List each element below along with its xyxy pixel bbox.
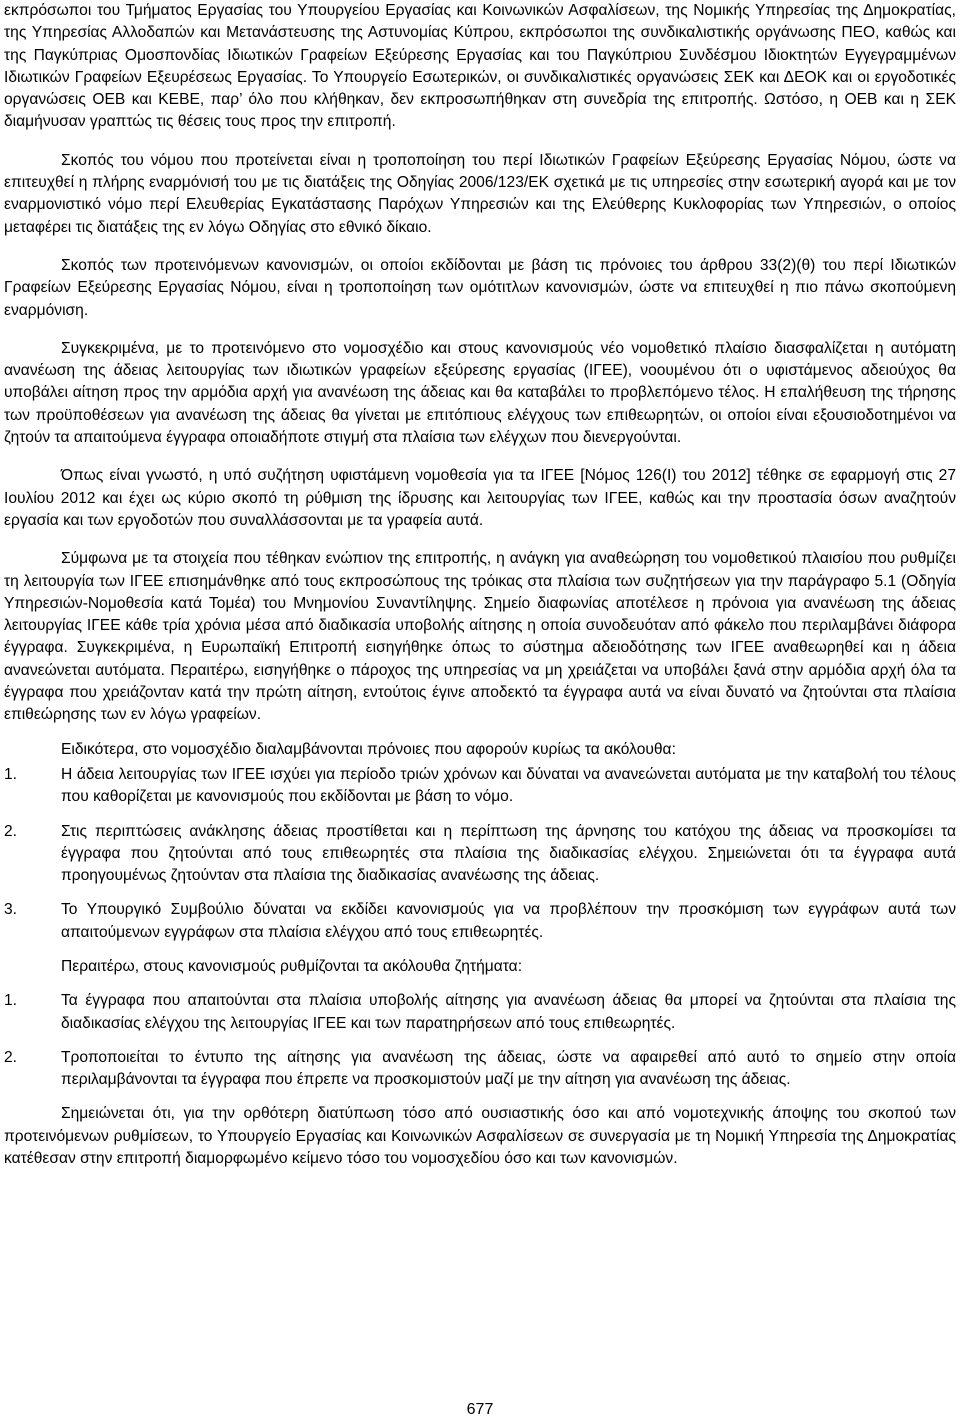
bill-item-text: Το Υπουργικό Συμβούλιο δύναται να εκδίδει κανονισμούς για να προβλέπουν την προσκόμιση των εγγράφων αυτά των απαιτούμενων εγγράφων στα πλαίσια ελέγχου από τους επιθεωρητές. [61, 901, 956, 941]
bill-item-number: 2. [4, 822, 18, 840]
regulation-item-number: 1. [4, 992, 18, 1010]
regulation-item-text: Τα έγγραφα που απαιτούνται στα πλαίσια υποβολής αίτησης για ανανέωση άδειας θα μπορεί να ζητούνται στα πλαίσια της διαδικασίας ελέγχου της λειτουργίας ΙΓΕΕ και των παρατηρήσεων από τους επιθεωρητές. [61, 992, 956, 1032]
regulation-item [4, 1047, 956, 1092]
paragraph-existing-law: Όπως είναι γνωστό, η υπό συζήτηση υφιστάμενη νομοθεσία για τα ΙΓΕΕ [Νόμος 126(Ι) του 2012] τέθηκε σε εφαρμογή στις 27 Ιουλίου 2012 και έχει ως κύριο σκοπό τη ρύθμιση της ίδρυσης και λειτουργίας των ΙΓΕΕ, καθώς και την προστασία όσων αναζητούν εργασία και των εργοδοτών που συναλλάσσονται με τα γραφεία αυτά. [4, 467, 956, 529]
bill-item-text: Στις περιπτώσεις ανάκλησης άδειας προστίθεται και η περίπτωση της άρνησης του κατόχου της άδειας να προσκομίσει τα έγγραφα που ζητούνται από τους επιθεωρητές στα πλαίσια της διαδικασίας ελέγχου. Σημειώνεται ότι τα έγγραφα αυτά προηγουμένως ζητούνταν στα πλαίσια της διαδικασίας ανανέωσης της άδειας. [61, 822, 956, 885]
document-page [4, 0, 956, 1170]
intro-paragraph: εκπρόσωποι του Τμήματος Εργασίας του Υπουργείου Εργασίας και Κοινωνικών Ασφαλίσεων, της Νομικής Υπηρεσίας της Δημοκρατίας, της Υπηρεσίας Αλλοδαπών και Μετανάστευσης της Αστυνομίας Κύπρου, εκπρόσωποι της συνδικαλιστικής οργάνωσης ΠΕΟ, καθώς και της Παγκύπριας Ομοσπονδίας Ιδιωτικών Γραφείων Εξεύρεσης Εργασίας και του Παγκύπριου Συνδέσμου Ιδιοκτητών Εγγεγραμμένων Ιδιωτικών Γραφείων Εξευρέσεως Εργασίας. Το Υπουργείο Εσωτερικών, οι συνδικαλιστικές οργανώσεις ΣΕΚ και ΔΕΟΚ και οι εργοδοτικές οργανώσεις ΟΕΒ και ΚΕΒΕ, παρ’ όλο που κλήθηκαν, δεν εκπροσωπήθηκαν στη συνεδρία της επιτροπής. Ωστόσο, η ΟΕΒ και η ΣΕΚ διαμήνυσαν γραπτώς τις θέσεις τους προς την επιτροπή. [4, 2, 956, 131]
bill-item [4, 764, 956, 809]
regulation-item-number: 2. [4, 1048, 18, 1066]
bill-item-text: Η άδεια λειτουργίας των ΙΓΕΕ ισχύει για περίοδο τριών χρόνων και δύναται να ανανεώνεται αυτόματα με την καταβολή του τέλους που καθορίζεται με κανονισμούς που εκδίδονται με βάση το νόμο. [61, 765, 956, 806]
page-number: 677 [466, 1401, 494, 1418]
bill-item-number: 3. [4, 901, 18, 919]
regulations-intro: Περαιτέρω, στους κανονισμούς ρυθμίζονται τα ακόλουθα ζητήματα: [61, 957, 523, 975]
paragraph-law-purpose: Σκοπός του νόμου που προτείνεται είναι η τροποποίηση του περί Ιδιωτικών Γραφείων Εξεύρεσης Εργασίας Νόμου, ώστε να επιτευχθεί η πλήρης εναρμόνισή του με τις διατάξεις της Οδηγίας 2006/123/ΕΚ σχετικά με τις υπηρεσίες στην εσωτερική αγορά και με τον εναρμονιστικό νόμο περί Ελευθερίας Εγκατάστασης Παρόχων Υπηρεσιών και της Ελεύθερης Κυκλοφορίας των Υπηρεσιών, ο οποίος μεταφέρει τις διατάξεις της εν λόγω Οδηγίας στο εθνικό δίκαιο. [4, 151, 956, 236]
paragraph-bill-provisions-intro: Ειδικότερα, στο νομοσχέδιο διαλαμβάνονται πρόνοιες που αφορούν κυρίως τα ακόλουθα: [61, 740, 676, 758]
paragraph-regulations-purpose: Σκοπός των προτεινόμενων κανονισμών, οι οποίοι εκδίδονται με βάση τις πρόνοιες του άρθρου 33(2)(θ) του περί Ιδιωτικών Γραφείων Εξεύρεσης Εργασίας Νόμου, είναι η τροποποίηση των ομότιτλων κανονισμών, ώστε να επιτευχθεί η πιο πάνω σκοπούμενη εναρμόνιση. [4, 256, 956, 319]
bill-item [4, 821, 956, 888]
closing-paragraph: Σημειώνεται ότι, για την ορθότερη διατύπωση τόσο από ουσιαστικής όσο και από νομοτεχνικής άποψης του σκοπού των προτεινόμενων ρυθμίσεων, το Υπουργείο Εργασίας και Κοινωνικών Ασφαλίσεων σε συνεργασία με τη Νομική Υπηρεσία της Δημοκρατίας κατέθεσαν στην επιτροπή διαμορφωμένο κείμενο τόσο του νομοσχεδίου όσο και των κανονισμών. [4, 1105, 956, 1168]
paragraph-specifics: Συγκεκριμένα, με το προτεινόμενο στο νομοσχέδιο και στους κανονισμούς νέο νομοθετικό πλαίσιο διασφαλίζεται η αυτόματη ανανέωση της άδειας λειτουργίας των ιδιωτικών γραφείων εξεύρεσης εργασίας (ΙΓΕΕ), νοουμένου ότι ο υφιστάμενος αδειούχος θα υποβάλει αίτηση προς την αρμόδια αρχή για ανανέωση της άδειας και θα καταβάλει το προβλεπόμενο τέλος. Η επαλήθευση της τήρησης των προϋποθέσεων για ανανέωση της άδειας θα γίνεται με επιτόπιους ελέγχους των επιθεωρητών, οι οποίοι είναι εξουσιοδοτημένοι να ζητούν τα απαιτούμενα έγγραφα οποιαδήποτε στιγμή στα πλαίσια των ελέγχων που διενεργούνται. [4, 339, 956, 447]
paragraph-committee-data: Σύμφωνα με τα στοιχεία που τέθηκαν ενώπιον της επιτροπής, η ανάγκη για αναθεώρηση του νομοθετικού πλαισίου που ρυθμίζει τη λειτουργία των ΙΓΕΕ επισημάνθηκε από τους εκπροσώπους της τρόικας στα πλαίσια των συζητήσεων για την παράγραφο 5.1 (Οδηγία Υπηρεσιών-Νομοθεσία κατά Τομέα) του Μνημονίου Συναντίληψης. Σημείο διαφωνίας αποτέλεσε η πρόνοια για ανανέωση της άδειας λειτουργίας ΙΓΕΕ κάθε τρία χρόνια μέσα από διαδικασία υποβολής αίτησης η οποία συνοδευόταν από φάκελο που περιλαμβάνει διάφορα έγγραφα. Συγκεκριμένα, η Ευρωπαϊκή Επιτροπή εισηγήθηκε όπως το σύστημα αδειοδότησης των ΙΓΕΕ αναθεωρηθεί και η άδεια ανανεώνεται αυτόματα. Περαιτέρω, εισηγήθηκε ο πάροχος της υπηρεσίας να μη χρειάζεται να υποβάλει ξανά στην αρμόδια αρχή όλα τα έγγραφα που χρειάζονταν κατά την πρώτη αίτηση, εντούτοις έγινε αποδεκτό τα έγγραφα αυτά να είναι δυνατό να ζητούνται στα πλαίσια επιθεώρησης των εν λόγω γραφείων. [4, 550, 956, 724]
bill-item [4, 899, 956, 944]
bill-item-number: 1. [4, 765, 18, 783]
regulation-item [4, 990, 956, 1035]
regulation-item-text: Τροποποιείται το έντυπο της αίτησης για ανανέωση της άδειας, ώστε να αφαιρεθεί από αυτό το σημείο στην οποία περιλαμβάνονται τα έγγραφα που έπρεπε να προσκομιστούν μαζί με την αίτηση για ανανέωση της άδειας. [61, 1048, 956, 1089]
